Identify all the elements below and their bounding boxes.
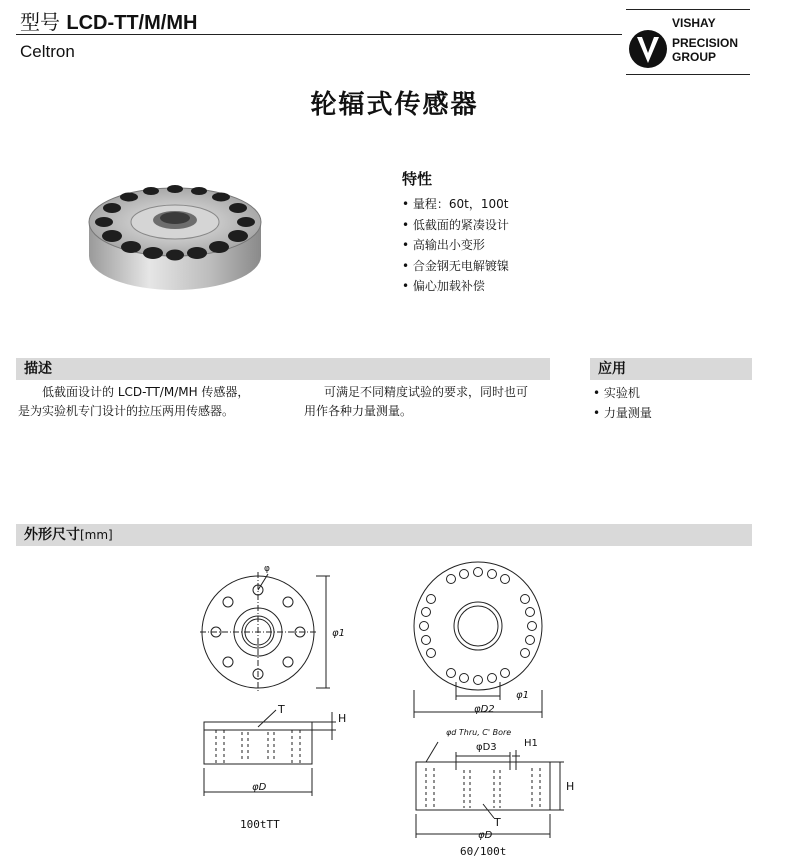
description-heading: 描述 [24,361,52,377]
label-phi: φ [264,564,270,574]
applications-list [593,383,652,423]
label-D-right: φD [478,830,493,841]
logo-line2: PRECISION [672,36,739,50]
logo-line3: GROUP [672,50,717,64]
load-cell-photo [84,178,266,298]
feature-item: • 量程：60t，100t [402,194,509,215]
description-col1-line2: 是为实验机专门设计的拉压两用传感器。 [18,404,235,418]
dimensions-unit: [mm] [80,528,113,542]
page-title: 轮辐式传感器 [310,90,479,120]
drawing-60-100t [408,556,576,842]
feature-item: • 高输出小变形 [402,235,509,256]
drawing-100t [196,562,366,832]
description-bar [16,358,550,380]
description-col2-line1: 可满足不同精度试验的要求，同时也可 [324,385,529,399]
feature-item: • 合金钢无电解镀镍 [402,256,509,277]
label-T-left: T [278,703,285,716]
label-T-right: T [494,816,501,829]
label-phi1-left: φ1 [332,628,345,639]
caption-100t: 100tTT [240,818,280,831]
dimensions-bar [16,524,752,546]
features-heading: 特性 [402,170,433,188]
label-H1: H1 [524,738,538,749]
model-line [20,6,197,35]
feature-item: • 低截面的紧凑设计 [402,215,509,236]
description-col1-line1: 低截面设计的 LCD-TT/M/MH 传感器， [42,385,250,399]
application-item: • 力量测量 [593,403,652,423]
logo-line1: VISHAY [672,16,716,30]
applications-bar [590,358,752,380]
label-H-right: H [566,780,575,793]
dimensions-heading-wrap [16,524,752,546]
model-prefix: 型号 [20,10,60,34]
description-col2 [304,383,556,421]
description-col2-line2: 用作各种力量测量。 [304,404,413,418]
vishay-logo [626,9,750,75]
label-D-left: φD [252,782,267,793]
label-phi1-right: φ1 [516,690,529,701]
header-rule [16,34,622,35]
brand-name: Celtron [20,42,75,61]
vpg-mark-icon [628,27,668,71]
label-H-left: H [338,712,347,725]
features-list [402,194,509,297]
caption-60-100t: 60/100t [460,845,507,858]
application-item: • 实验机 [593,383,652,403]
feature-item: • 偏心加载补偿 [402,276,509,297]
model-name: LCD-TT/M/MH [66,12,198,34]
dimensions-heading: 外形尺寸 [24,527,80,543]
description-col1 [18,383,296,421]
label-thread: φd Thru, C' Bore [446,728,512,737]
label-D2: φD2 [474,704,495,715]
applications-heading: 应用 [598,361,626,377]
label-D3: φD3 [476,742,497,753]
